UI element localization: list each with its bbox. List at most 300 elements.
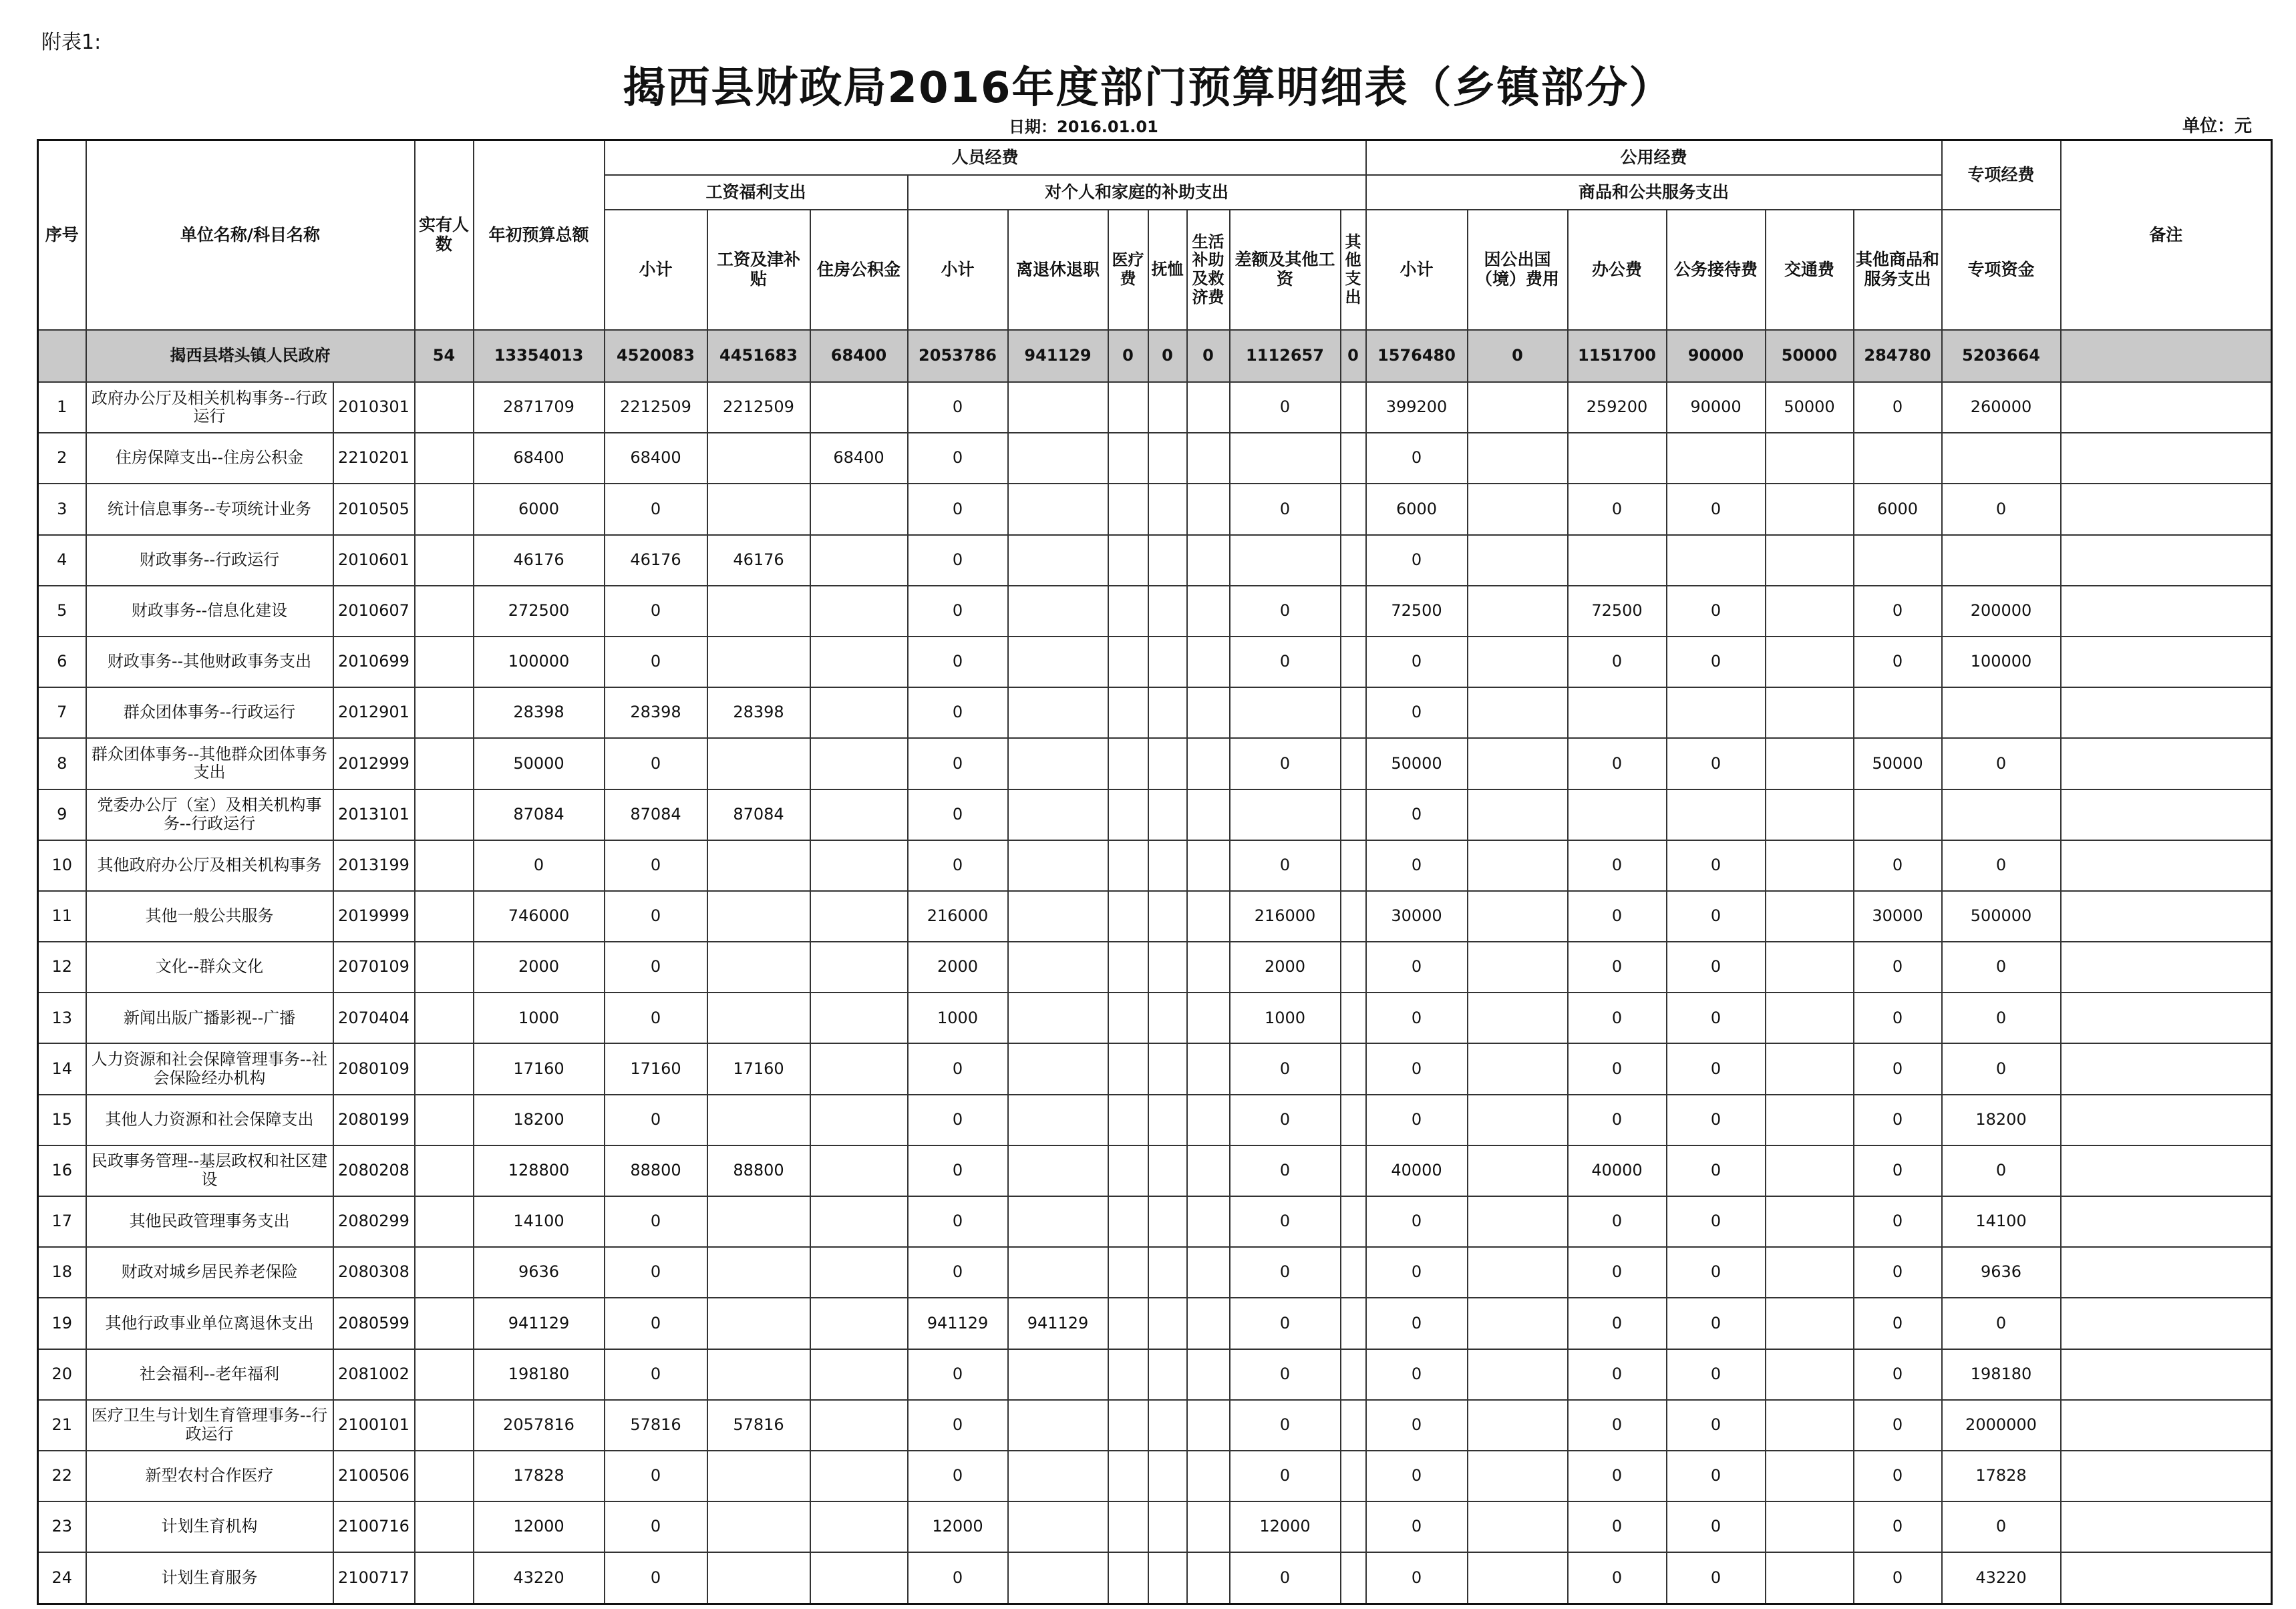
table-cell	[2061, 1451, 2272, 1501]
row-seq: 15	[38, 1095, 86, 1145]
table-cell	[707, 1196, 810, 1247]
table-cell	[1468, 433, 1568, 484]
table-cell	[1341, 993, 1366, 1043]
table-cell	[1854, 789, 1942, 840]
table-cell	[1008, 1043, 1108, 1094]
row-seq: 18	[38, 1247, 86, 1298]
table-cell	[1468, 1298, 1568, 1349]
table-cell	[415, 1043, 474, 1094]
header-seq: 序号	[38, 140, 86, 331]
table-cell	[1468, 738, 1568, 789]
table-cell: 0	[1366, 1196, 1468, 1247]
table-cell: 0	[1854, 1196, 1942, 1247]
row-code: 2080599	[333, 1298, 415, 1349]
row-name: 民政事务管理--基层政权和社区建设	[86, 1145, 333, 1196]
table-cell	[1148, 891, 1187, 942]
table-cell	[810, 484, 908, 534]
table-cell: 87084	[605, 789, 707, 840]
table-cell: 0	[1366, 433, 1468, 484]
table-cell	[1766, 1298, 1854, 1349]
table-cell	[1341, 1145, 1366, 1196]
table-cell	[1108, 1196, 1148, 1247]
table-cell: 0	[908, 484, 1008, 534]
table-cell: 941129	[1008, 1298, 1108, 1349]
table-cell	[2061, 738, 2272, 789]
table-cell: 0	[1854, 637, 1942, 687]
table-cell	[2061, 382, 2272, 433]
table-cell	[2061, 484, 2272, 534]
table-cell	[810, 1095, 908, 1145]
page-title: 揭西县财政局2016年度部门预算明细表（乡镇部分）	[623, 63, 1673, 113]
table-cell: 88800	[605, 1145, 707, 1196]
table-cell	[1148, 687, 1187, 738]
table-cell	[1108, 1145, 1148, 1196]
table-cell	[1854, 535, 1942, 586]
table-cell	[1468, 687, 1568, 738]
table-cell	[1341, 1298, 1366, 1349]
table-cell	[415, 1247, 474, 1298]
table-cell: 14100	[474, 1196, 605, 1247]
row-name: 人力资源和社会保障管理事务--社会保险经办机构	[86, 1043, 333, 1094]
table-cell	[707, 1349, 810, 1400]
table-cell	[1108, 1298, 1148, 1349]
table-cell: 0	[1366, 1349, 1468, 1400]
table-cell	[1148, 1451, 1187, 1501]
table-cell: 0	[605, 891, 707, 942]
table-cell: 272500	[474, 586, 605, 637]
table-cell	[1148, 738, 1187, 789]
table-cell	[415, 637, 474, 687]
table-cell: 0	[1568, 484, 1667, 534]
col-subsidy-subtotal: 小计	[908, 210, 1008, 330]
table-cell: 0	[1568, 1043, 1667, 1094]
table-cell: 0	[1667, 1298, 1766, 1349]
table-cell	[415, 1196, 474, 1247]
table-cell	[1766, 535, 1854, 586]
table-cell: 0	[1230, 1247, 1341, 1298]
table-cell: 50000	[474, 738, 605, 789]
table-cell: 0	[605, 1247, 707, 1298]
table-cell	[415, 789, 474, 840]
table-cell	[2061, 1400, 2272, 1451]
table-cell: 259200	[1568, 382, 1667, 433]
table-cell	[1108, 1095, 1148, 1145]
table-cell: 0	[1667, 586, 1766, 637]
table-cell	[1108, 1247, 1148, 1298]
table-cell	[1341, 1552, 1366, 1604]
row-code: 2010301	[333, 382, 415, 433]
table-cell	[1148, 1552, 1187, 1604]
table-cell	[1468, 891, 1568, 942]
table-cell	[1008, 1501, 1108, 1552]
summary-name: 揭西县塔头镇人民政府	[86, 330, 415, 382]
row-name: 新闻出版广播影视--广播	[86, 993, 333, 1043]
table-cell: 28398	[707, 687, 810, 738]
table-cell	[810, 637, 908, 687]
table-cell	[1341, 484, 1366, 534]
table-cell: 0	[1667, 891, 1766, 942]
table-cell	[1108, 1552, 1148, 1604]
table-cell: 0	[1667, 1145, 1766, 1196]
table-cell: 0	[605, 484, 707, 534]
table-cell: 0	[1468, 330, 1568, 382]
table-cell	[1468, 1501, 1568, 1552]
row-code: 2100506	[333, 1451, 415, 1501]
table-cell	[2061, 840, 2272, 891]
table-cell: 0	[1366, 1247, 1468, 1298]
table-cell: 0	[908, 840, 1008, 891]
table-cell	[1230, 433, 1341, 484]
table-cell: 0	[1230, 1043, 1341, 1094]
table-cell	[1148, 993, 1187, 1043]
table-cell	[810, 535, 908, 586]
table-cell: 0	[1108, 330, 1148, 382]
table-cell	[1187, 993, 1230, 1043]
table-cell: 0	[1667, 840, 1766, 891]
table-cell: 0	[1568, 840, 1667, 891]
table-cell: 216000	[908, 891, 1008, 942]
table-cell	[1008, 484, 1108, 534]
table-cell: 0	[908, 1145, 1008, 1196]
table-cell	[810, 738, 908, 789]
table-cell	[1667, 535, 1766, 586]
table-cell	[1468, 484, 1568, 534]
table-cell	[1008, 637, 1108, 687]
header-name: 单位名称/科目名称	[86, 140, 415, 331]
table-cell: 0	[1667, 1349, 1766, 1400]
table-cell	[1766, 1501, 1854, 1552]
table-cell: 28398	[605, 687, 707, 738]
table-cell	[1187, 586, 1230, 637]
table-cell	[1187, 1145, 1230, 1196]
table-cell	[1341, 891, 1366, 942]
table-row	[38, 1196, 2272, 1247]
summary-row	[38, 330, 2272, 382]
table-cell	[1148, 535, 1187, 586]
table-cell	[1148, 1043, 1187, 1094]
col-housing-fund: 住房公积金	[810, 210, 908, 330]
table-cell: 2000000	[1942, 1400, 2061, 1451]
table-cell: 0	[1667, 993, 1766, 1043]
table-cell	[1468, 535, 1568, 586]
table-cell: 17828	[474, 1451, 605, 1501]
row-code: 2080308	[333, 1247, 415, 1298]
table-cell: 6000	[1366, 484, 1468, 534]
table-row	[38, 1095, 2272, 1145]
table-cell: 0	[908, 1196, 1008, 1247]
table-cell	[707, 586, 810, 637]
table-cell: 0	[1854, 1501, 1942, 1552]
table-cell	[2061, 1043, 2272, 1094]
table-cell: 0	[908, 382, 1008, 433]
table-cell: 12000	[1230, 1501, 1341, 1552]
table-cell	[1148, 1145, 1187, 1196]
table-cell	[810, 586, 908, 637]
table-cell: 0	[1230, 1451, 1341, 1501]
table-cell: 0	[1942, 1298, 2061, 1349]
table-cell	[1468, 637, 1568, 687]
table-cell: 0	[908, 687, 1008, 738]
table-cell: 0	[1667, 1095, 1766, 1145]
table-cell: 0	[1148, 330, 1187, 382]
row-name: 计划生育机构	[86, 1501, 333, 1552]
table-cell: 0	[908, 1552, 1008, 1604]
table-cell: 9636	[1942, 1247, 2061, 1298]
row-code: 2070109	[333, 942, 415, 993]
table-cell	[1942, 433, 2061, 484]
table-cell	[707, 942, 810, 993]
table-cell	[1108, 1400, 1148, 1451]
table-cell: 0	[908, 637, 1008, 687]
table-cell	[1148, 1501, 1187, 1552]
table-cell: 0	[1568, 637, 1667, 687]
row-seq: 11	[38, 891, 86, 942]
table-cell	[415, 687, 474, 738]
table-cell	[1148, 433, 1187, 484]
table-cell	[2061, 535, 2272, 586]
row-seq: 8	[38, 738, 86, 789]
table-cell: 0	[1667, 484, 1766, 534]
table-row	[38, 993, 2272, 1043]
table-cell: 100000	[474, 637, 605, 687]
table-cell: 0	[1366, 942, 1468, 993]
table-cell: 68400	[605, 433, 707, 484]
table-cell	[1008, 891, 1108, 942]
table-row	[38, 433, 2272, 484]
table-cell	[1148, 789, 1187, 840]
table-cell	[415, 1349, 474, 1400]
col-special-fund: 专项资金	[1942, 210, 2061, 330]
table-cell: 216000	[1230, 891, 1341, 942]
row-seq: 19	[38, 1298, 86, 1349]
row-code: 2012999	[333, 738, 415, 789]
row-code: 2010505	[333, 484, 415, 534]
table-cell: 0	[1568, 891, 1667, 942]
table-cell: 68400	[810, 433, 908, 484]
table-cell	[2061, 942, 2272, 993]
table-cell: 0	[908, 1043, 1008, 1094]
table-cell: 87084	[474, 789, 605, 840]
row-name: 新型农村合作医疗	[86, 1451, 333, 1501]
table-cell: 0	[1366, 1501, 1468, 1552]
table-cell: 43220	[1942, 1552, 2061, 1604]
table-cell	[1148, 484, 1187, 534]
table-cell: 0	[1366, 1552, 1468, 1604]
table-cell: 0	[605, 1298, 707, 1349]
table-cell	[707, 433, 810, 484]
row-name: 医疗卫生与计划生育管理事务--行政运行	[86, 1400, 333, 1451]
table-cell: 0	[1568, 942, 1667, 993]
table-cell: 6000	[1854, 484, 1942, 534]
table-cell: 0	[474, 840, 605, 891]
table-cell: 0	[1568, 1298, 1667, 1349]
table-cell: 1576480	[1366, 330, 1468, 382]
table-cell: 0	[1667, 1400, 1766, 1451]
table-cell: 17828	[1942, 1451, 2061, 1501]
table-cell	[2061, 1145, 2272, 1196]
table-cell: 0	[1366, 993, 1468, 1043]
table-cell	[1187, 687, 1230, 738]
row-name: 社会福利--老年福利	[86, 1349, 333, 1400]
table-cell	[1341, 1247, 1366, 1298]
table-cell	[707, 738, 810, 789]
row-code: 2080299	[333, 1196, 415, 1247]
table-cell: 0	[1366, 535, 1468, 586]
table-cell: 0	[605, 1196, 707, 1247]
table-cell: 0	[908, 1349, 1008, 1400]
table-cell	[1187, 1298, 1230, 1349]
row-name: 党委办公厅（室）及相关机构事务--行政运行	[86, 789, 333, 840]
table-cell: 1151700	[1568, 330, 1667, 382]
table-cell	[2061, 1247, 2272, 1298]
table-cell	[415, 535, 474, 586]
table-cell	[1187, 942, 1230, 993]
table-cell: 1112657	[1230, 330, 1341, 382]
table-cell: 198180	[1942, 1349, 2061, 1400]
table-cell	[2061, 330, 2272, 382]
table-cell	[1341, 1095, 1366, 1145]
header-wage-welfare: 工资福利支出	[605, 175, 908, 210]
table-row	[38, 840, 2272, 891]
date-label: 日期：2016.01.01	[1009, 118, 1158, 136]
table-cell	[2061, 789, 2272, 840]
table-cell: 0	[908, 789, 1008, 840]
table-row	[38, 891, 2272, 942]
table-cell: 1000	[1230, 993, 1341, 1043]
table-cell	[415, 993, 474, 1043]
table-row	[38, 1552, 2272, 1604]
table-cell	[810, 942, 908, 993]
table-row	[38, 1298, 2272, 1349]
table-cell	[1108, 433, 1148, 484]
table-cell: 0	[1568, 1247, 1667, 1298]
table-cell: 0	[1667, 1451, 1766, 1501]
table-cell: 0	[1341, 330, 1366, 382]
table-cell: 18200	[1942, 1095, 2061, 1145]
table-row	[38, 586, 2272, 637]
table-cell	[1468, 1451, 1568, 1501]
table-cell: 40000	[1366, 1145, 1468, 1196]
table-cell	[1108, 891, 1148, 942]
col-retirement: 离退休退职	[1008, 210, 1108, 330]
row-code: 2010699	[333, 637, 415, 687]
table-row	[38, 1145, 2272, 1196]
table-cell: 9636	[474, 1247, 605, 1298]
table-cell	[1854, 433, 1942, 484]
table-cell	[415, 382, 474, 433]
table-cell: 0	[1230, 738, 1341, 789]
table-cell: 2000	[474, 942, 605, 993]
row-name: 财政事务--其他财政事务支出	[86, 637, 333, 687]
table-cell	[1341, 738, 1366, 789]
table-cell	[415, 1501, 474, 1552]
table-cell: 0	[908, 1095, 1008, 1145]
table-cell	[1766, 891, 1854, 942]
col-difference-wage: 差额及其他工资	[1230, 210, 1341, 330]
row-code: 2100716	[333, 1501, 415, 1552]
table-cell	[1667, 433, 1766, 484]
table-cell	[2061, 1095, 2272, 1145]
table-cell: 0	[1366, 637, 1468, 687]
table-cell: 68400	[474, 433, 605, 484]
table-row	[38, 484, 2272, 534]
table-cell	[810, 687, 908, 738]
table-row	[38, 942, 2272, 993]
table-cell	[707, 484, 810, 534]
table-cell: 1000	[908, 993, 1008, 1043]
row-seq: 13	[38, 993, 86, 1043]
table-cell	[1766, 687, 1854, 738]
table-cell	[1468, 1349, 1568, 1400]
table-cell	[1187, 891, 1230, 942]
table-cell	[1148, 586, 1187, 637]
table-cell	[1108, 484, 1148, 534]
table-cell: 0	[1854, 993, 1942, 1043]
table-cell: 46176	[474, 535, 605, 586]
table-cell: 0	[1942, 1043, 2061, 1094]
table-cell	[1341, 789, 1366, 840]
row-seq: 22	[38, 1451, 86, 1501]
table-cell: 0	[1942, 1145, 2061, 1196]
table-cell	[2061, 1349, 2272, 1400]
table-cell: 2053786	[908, 330, 1008, 382]
row-code: 2210201	[333, 433, 415, 484]
table-cell	[707, 993, 810, 1043]
table-cell: 17160	[605, 1043, 707, 1094]
table-cell: 54	[415, 330, 474, 382]
table-cell	[1187, 433, 1230, 484]
table-cell	[1468, 586, 1568, 637]
table-cell	[707, 1298, 810, 1349]
table-cell: 0	[605, 1349, 707, 1400]
table-cell	[1942, 789, 2061, 840]
table-cell	[1108, 1043, 1148, 1094]
table-cell	[1187, 1451, 1230, 1501]
table-row	[38, 1451, 2272, 1501]
table-cell: 57816	[605, 1400, 707, 1451]
table-cell: 0	[1230, 1145, 1341, 1196]
table-cell	[1108, 382, 1148, 433]
table-cell	[1148, 1196, 1187, 1247]
table-row	[38, 789, 2272, 840]
table-cell	[810, 382, 908, 433]
table-cell: 46176	[707, 535, 810, 586]
table-cell: 0	[1230, 1552, 1341, 1604]
table-cell: 0	[1366, 789, 1468, 840]
table-cell	[1766, 1400, 1854, 1451]
row-code: 2013199	[333, 840, 415, 891]
table-cell	[1766, 1043, 1854, 1094]
col-medical: 医疗费	[1108, 210, 1148, 330]
table-cell	[2061, 687, 2272, 738]
table-cell: 0	[1667, 1552, 1766, 1604]
table-cell: 0	[1854, 1145, 1942, 1196]
table-cell: 0	[1568, 1400, 1667, 1451]
table-cell	[1341, 1043, 1366, 1094]
table-cell: 0	[1568, 1552, 1667, 1604]
row-name: 文化--群众文化	[86, 942, 333, 993]
table-cell: 941129	[474, 1298, 605, 1349]
table-cell	[707, 1501, 810, 1552]
table-cell	[1187, 738, 1230, 789]
table-cell: 0	[1568, 993, 1667, 1043]
table-cell	[1468, 1247, 1568, 1298]
col-goods-subtotal: 小计	[1366, 210, 1468, 330]
col-other: 其他支出	[1341, 210, 1366, 330]
table-cell	[1108, 942, 1148, 993]
table-cell	[1942, 535, 2061, 586]
table-row	[38, 738, 2272, 789]
